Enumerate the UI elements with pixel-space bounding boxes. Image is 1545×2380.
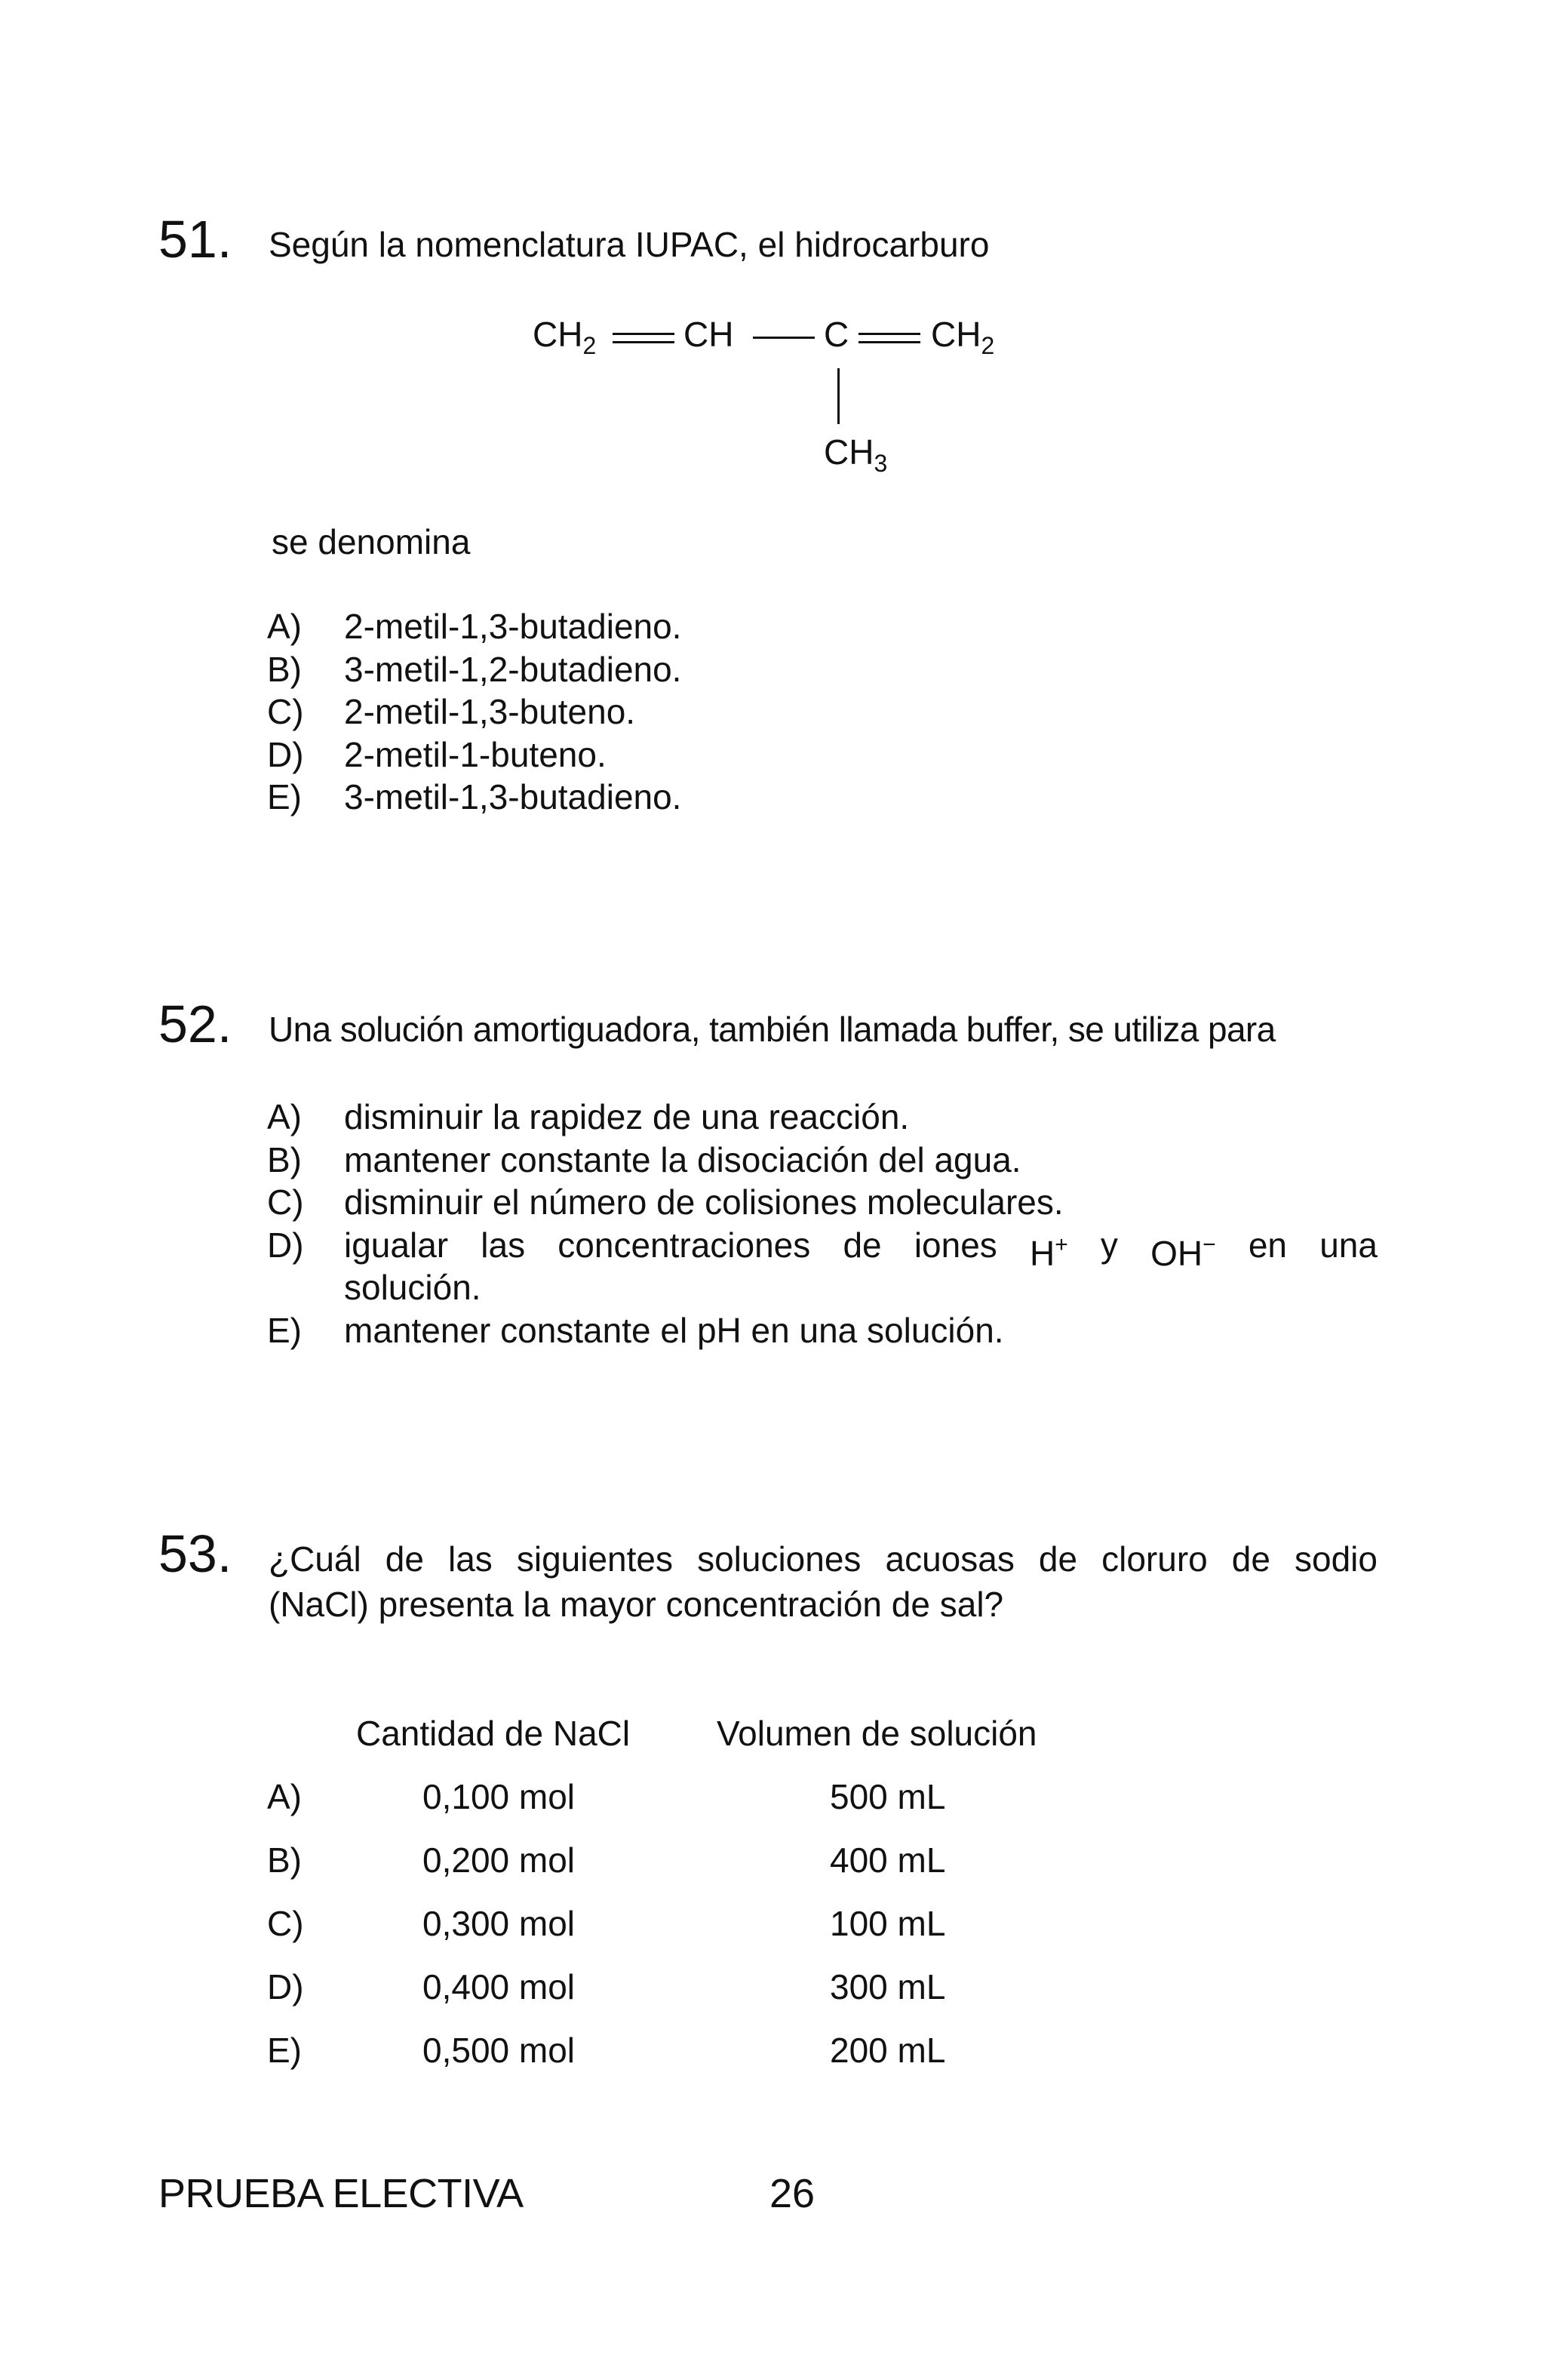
- option-text: mantener constante la disociación del agua.: [344, 1139, 1021, 1179]
- word: y: [1100, 1225, 1118, 1265]
- option-d[interactable]: [267, 733, 795, 776]
- row-volume: 200 mL: [830, 2031, 946, 2070]
- vertical-bond-line: [837, 368, 840, 424]
- option-letter: E): [267, 1310, 302, 1350]
- atom-ch2-right: $CH_2$: [931, 315, 995, 359]
- option-letter: D): [267, 734, 304, 774]
- row-volume: 100 mL: [830, 1904, 946, 1943]
- option-b[interactable]: [267, 648, 795, 690]
- row-amount: 0,300 mol: [422, 1904, 576, 1943]
- option-letter: E): [267, 777, 302, 816]
- double-bond-line-top-right: [859, 333, 920, 335]
- option-e[interactable]: [267, 1309, 1378, 1351]
- option-e[interactable]: [267, 776, 795, 818]
- table-header-amount: Cantidad de NaCl: [356, 1714, 631, 1753]
- single-bond-line: [753, 337, 815, 339]
- row-letter: C): [267, 1904, 304, 1943]
- row-amount: 0,500 mol: [422, 2031, 576, 2070]
- option-text: disminuir el número de colisiones moleculares.: [344, 1182, 1064, 1222]
- ion-hydroxide: OH−: [1150, 1232, 1216, 1273]
- word: igualar: [344, 1225, 449, 1265]
- row-volume: 300 mL: [830, 1967, 946, 2006]
- option-letter: A): [267, 607, 302, 646]
- option-text: 2-metil-1-buteno.: [344, 734, 607, 774]
- option-letter: A): [267, 1097, 302, 1136]
- atom-c: C: [824, 315, 849, 354]
- option-a[interactable]: [267, 1096, 1378, 1138]
- row-letter: B): [267, 1840, 302, 1880]
- question-53-prompt-line1: ¿Cuál de las siguientes soluciones acuosas de cloruro de sodio: [269, 1539, 1378, 1579]
- question-52-number: 52.: [158, 995, 232, 1053]
- option-letter: C): [267, 1182, 304, 1222]
- option-c[interactable]: [267, 690, 795, 733]
- footer-label: PRUEBA ELECTIVA: [158, 2171, 524, 2216]
- row-amount: 0,200 mol: [422, 1840, 576, 1880]
- row-amount: 0,400 mol: [422, 1967, 576, 2006]
- option-letter: C): [267, 692, 304, 731]
- option-letter: B): [267, 1139, 302, 1179]
- atom-ch2-left: $CH_2$: [533, 315, 597, 359]
- word: una: [1319, 1225, 1378, 1265]
- row-volume: 500 mL: [830, 1777, 946, 1816]
- question-51-options: [267, 605, 795, 824]
- option-d[interactable]: [267, 1224, 1378, 1309]
- question-51-number: 51.: [158, 210, 232, 269]
- question-51-prompt: Según la nomenclatura IUPAC, el hidrocarburo: [269, 225, 990, 264]
- atom-ch: CH: [683, 315, 734, 354]
- option-text: 2-metil-1,3-butadieno.: [344, 607, 682, 646]
- word: iones: [914, 1225, 997, 1265]
- option-letter: B): [267, 649, 302, 689]
- option-text: disminuir la rapidez de una reacción.: [344, 1097, 910, 1136]
- option-a[interactable]: [267, 605, 795, 647]
- option-text: 2-metil-1,3-buteno.: [344, 692, 636, 731]
- question-53-prompt-line2: (NaCl) presenta la mayor concentración de sal?: [269, 1585, 1004, 1624]
- option-text: 3-metil-1,3-butadieno.: [344, 777, 682, 816]
- row-volume: 400 mL: [830, 1840, 946, 1880]
- question-53-number: 53.: [158, 1524, 232, 1583]
- row-amount: 0,100 mol: [422, 1777, 576, 1816]
- word: en: [1248, 1225, 1287, 1265]
- question-51-continuation: se denomina: [272, 522, 471, 561]
- option-text-line1: [344, 1224, 1378, 1275]
- option-c[interactable]: [267, 1181, 1378, 1223]
- page-number: 26: [769, 2171, 816, 2216]
- option-text: mantener constante el pH en una solución.: [344, 1310, 1004, 1350]
- option-text-line2: solución.: [344, 1268, 481, 1307]
- question-52-prompt: Una solución amortiguadora, también llamada buffer, se utiliza para: [269, 1010, 1276, 1049]
- option-letter: D): [267, 1225, 304, 1265]
- ion-hydrogen: H+: [1029, 1232, 1068, 1273]
- atom-ch3-branch: $CH_3$: [824, 432, 888, 477]
- word: concentraciones: [557, 1225, 811, 1265]
- double-bond-line-bottom: [613, 341, 674, 343]
- row-letter: E): [267, 2031, 302, 2070]
- option-text: 3-metil-1,2-butadieno.: [344, 649, 682, 689]
- row-letter: A): [267, 1777, 302, 1816]
- word: de: [843, 1225, 882, 1265]
- word: las: [481, 1225, 526, 1265]
- double-bond-line-top: [613, 333, 674, 335]
- question-52-options: [267, 1096, 1378, 1360]
- double-bond-line-bottom-right: [859, 341, 920, 343]
- row-letter: D): [267, 1967, 304, 2006]
- table-header-volume: Volumen de solución: [717, 1714, 1037, 1753]
- option-b[interactable]: [267, 1139, 1378, 1181]
